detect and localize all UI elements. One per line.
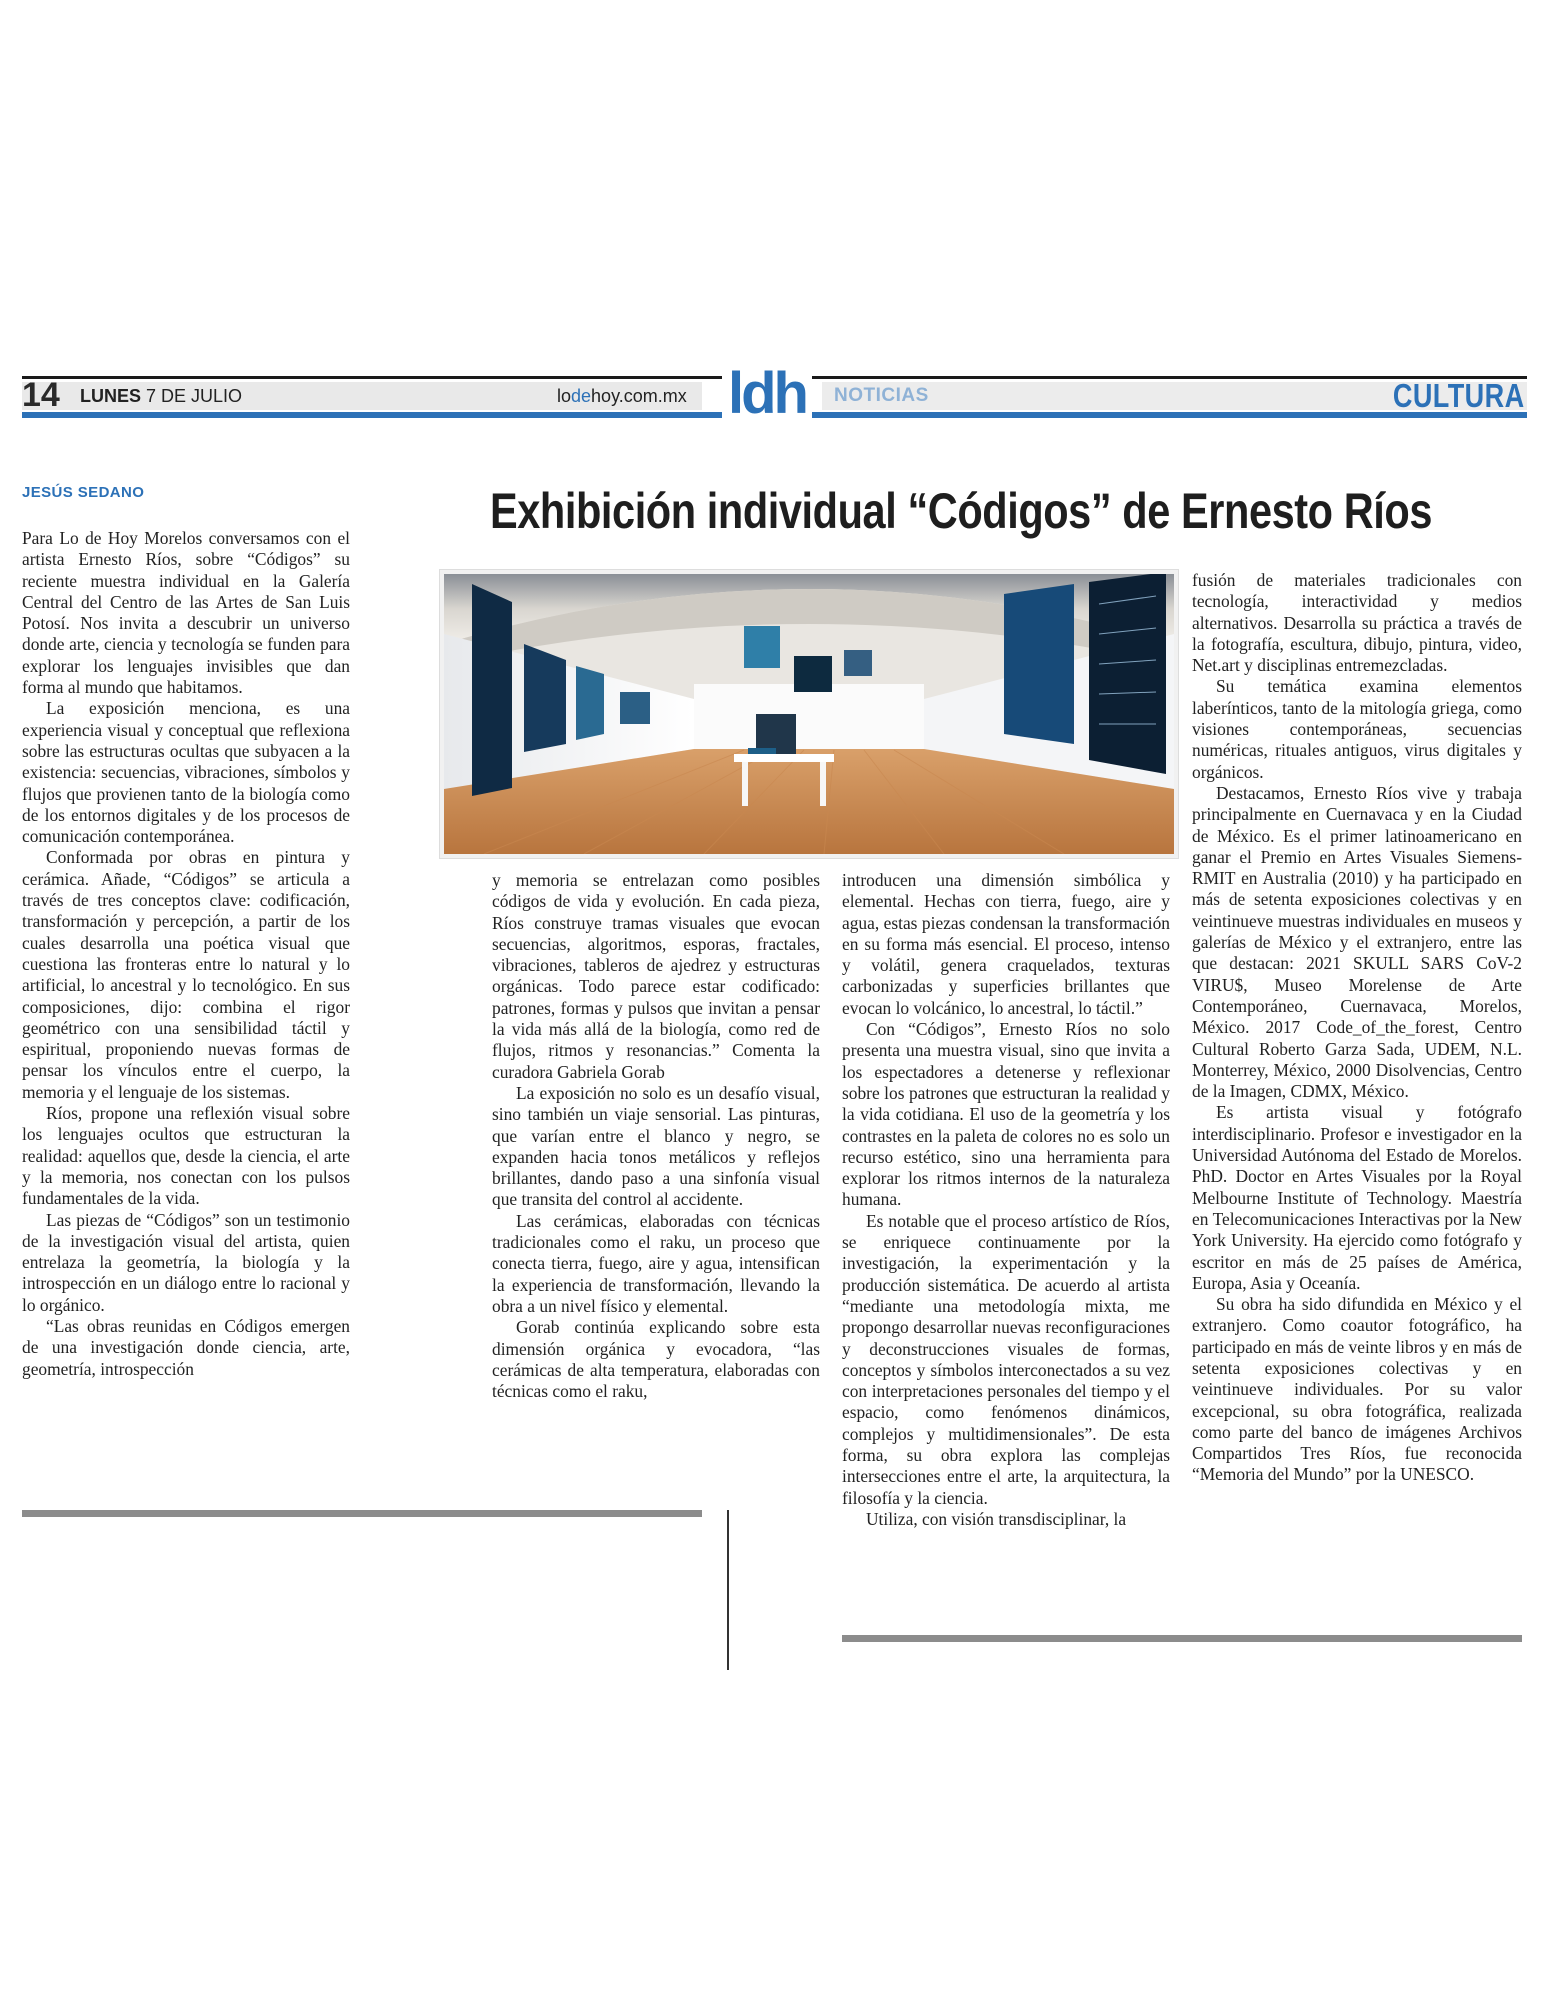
paragraph: introducen una dimensión simbólica y elemental. Hechas con tierra, fuego, aire y agua, estas piezas condensan la transformación en su forma más esencial. El proceso, intenso y volátil, genera craquelados, texturas carbonizadas y superficies brillantes que evocan lo volcánico, lo ancestral, lo táctil.” [842,870,1170,1018]
footer-rule-right [842,1635,1522,1642]
author-byline: JESÚS SEDANO [22,484,145,501]
issue-day: LUNES [80,386,142,406]
section-label: NOTICIAS [834,385,929,406]
site-url-accent: de [571,386,592,406]
paragraph: y memoria se entrelazan como posibles códigos de vida y evolución. En cada pieza, Ríos construye tramas visuales que evocan secuencias, algoritmos, esporas, fractales, vibraciones, tableros de ajedrez y estructuras orgánicas. Todo parece estar codificado: patrones, formas y pulsos que invitan a pensar la vida más allá de la biología, como red de flujos, ritmos y resonancias.” Comenta la curadora Gabriela Gorab [492,870,820,1082]
paragraph: La exposición no solo es un desafío visual, sino también un viaje sensorial. Las pinturas, que varían entre el blanco y negro, se expanden hacia tonos metálicos y reflejos brillantes, dando paso a una sinfonía visual que transita del control al accidente. [492,1082,820,1210]
paragraph: Gorab continúa explicando sobre esta dimensión orgánica y evocadora, “las cerámicas de alta temperatura, elaboradas con técnicas como el raku, [492,1317,820,1402]
site-url-prefix: lo [557,386,572,406]
paragraph: Las cerámicas, elaboradas con técnicas tradicionales como el raku, un proceso que conecta tierra, fuego, aire y agua, intensifican la experiencia de transformación, llevando la obra a un nivel físico y elemental. [492,1210,820,1316]
paragraph: Las piezas de “Códigos” son un testimonio de la investigación visual del artista, quien entrelaza la geometría, la biología y la introspección en un diálogo entre lo racional y lo orgánico. [22,1209,350,1315]
category-label: CULTURA [1393,377,1525,414]
page-number: 14 [22,376,60,414]
gallery-photo [440,570,1178,858]
site-url-suffix: hoy.com.mx [591,386,687,406]
article-column-4 [1192,570,1522,1486]
paragraph: Es notable que el proceso artístico de Ríos, se enriquece continuamente por la investigación, la experimentación y la producción sistemática. De acuerdo al artista “mediante una metodología mixta, me propongo desarrollar nuevas reconfiguraciones y deconstrucciones visuales de formas, conceptos y símbolos interconectados a su vez con interpretaciones personales del tiempo y el espacio, como fenómenos dinámicos, complejos y multidimensionales”. De esta forma, su obra explora las complejas intersecciones entre el arte, la arquitectura, la filosofía y la ciencia. [842,1210,1170,1508]
paragraph: Destacamos, Ernesto Ríos vive y trabaja principalmente en Cuernavaca y en la Ciudad de México. Es el primer latinoamericano en ganar el Premio en Artes Visuales Siemens-RMIT en Australia (2010) y ha participado en más de setenta exposiciones colectivas y en veintinueve muestras individuales en museos y galerías de México y el extranjero, entre las que destacan: 2021 SKULL SARS CoV-2 VIRU$, Museo Morelense de Arte Contemporáneo, Cuernavaca, Morelos, México. 2017 Code_of_the_forest, Centro Cultural Roberto Garza Sada, UDEM, N.L. Monterrey, México, 2000 Disolvencias, Centro de la Imagen, CDMX, México. [1192,782,1522,1102]
column-divider [727,1510,729,1670]
paragraph: Es artista visual y fotógrafo interdisciplinario. Profesor e investigador en la Universidad Autónoma del Estado de Morelos. PhD. Doctor en Artes Visuales por la Royal Melbourne Institute of Technology. Maestría en Telecomunicaciones Interactivas por la New York University. Ha ejercido como fotógrafo y escritor en más de 25 países de América, Europa, Asia y Oceanía. [1192,1102,1522,1293]
article-column-3 [842,870,1170,1530]
issue-day-month: 7 DE JULIO [146,386,243,406]
paragraph: fusión de materiales tradicionales con tecnología, interactividad y medios alternativos. Desarrolla su práctica a través de la fotografía, escultura, dibujo, pintura, video, Net.art y disciplinas entremezcladas. [1192,570,1522,676]
ldh-logo: ldh [722,366,812,422]
article-column-1 [22,528,350,1380]
page-header [22,361,1527,426]
paragraph: Con “Códigos”, Ernesto Ríos no solo presenta una muestra visual, sino que invita a los espectadores a detenerse y reflexionar sobre los patrones que estructuran la realidad y la vida cotidiana. El uso de la geometría y los contrastes en la paleta de colores no es solo un recurso estético, sino una herramienta para explorar los ritmos internos de la naturaleza humana. [842,1019,1170,1210]
paragraph: La exposición menciona, es una experiencia visual y conceptual que reflexiona sobre las estructuras ocultas que subyacen a la existencia: secuencias, vibraciones, símbolos y flujos que provienen tanto de la biología como de los entornos digitales y de los procesos de comunicación contemporánea. [22,698,350,847]
site-url[interactable] [557,386,687,407]
paragraph: “Las obras reunidas en Códigos emergen de una investigación donde ciencia, arte, geometría, introspección [22,1315,350,1379]
article-column-2 [492,870,820,1402]
paragraph: Para Lo de Hoy Morelos conversamos con el artista Ernesto Ríos, sobre “Códigos” su reciente muestra individual en la Galería Central del Centro de las Artes de San Luis Potosí. Nos invita a descubrir un universo donde arte, ciencia y tecnología se funden para explorar los lenguajes invisibles que dan forma al mundo que habitamos. [22,528,350,698]
paragraph: Utiliza, con visión transdisciplinar, la [866,1508,1127,1529]
footer-rule-left [22,1510,702,1517]
paragraph: Su obra ha sido difundida en México y el extranjero. Como coautor fotográfico, ha participado en más de veinte libros y en más de setenta exposiciones colectivas y en veintinueve individuales. Por su valor excepcional, su obra fotográfica, realizada como parte del banco de imágenes Archivos Compartidos Tres Ríos, fue reconocida “Memoria del Mundo” por la UNESCO. [1192,1294,1522,1485]
paragraph: Su temática examina elementos laberínticos, tanto de la mitología griega, como visiones contemporáneas, secuencias numéricas, rituales antiguos, virus digitales y orgánicos. [1192,676,1522,782]
issue-date [80,386,242,407]
paragraph: Ríos, propone una reflexión visual sobre los lenguajes ocultos que estructuran la realidad: aquellos que, desde la ciencia, el arte y la memoria, nos conectan con los pulsos fundamentales de la vida. [22,1103,350,1209]
paragraph: Conformada por obras en pintura y cerámica. Añade, “Códigos” se articula a través de tres conceptos clave: codificación, transformación y percepción, a partir de los cuales desarrolla una poética visual que cuestiona las fronteras entre lo natural y lo artificial, lo ancestral y lo tecnológico. En sus composiciones, dijo: combina el rigor geométrico con una sensibilidad táctil y espiritual, proponiendo nuevas formas de pensar los vínculos entre el cuerpo, la memoria y el lenguaje de los sistemas. [22,847,350,1102]
article-headline: Exhibición individual “Códigos” de Ernesto Ríos [490,483,1433,539]
